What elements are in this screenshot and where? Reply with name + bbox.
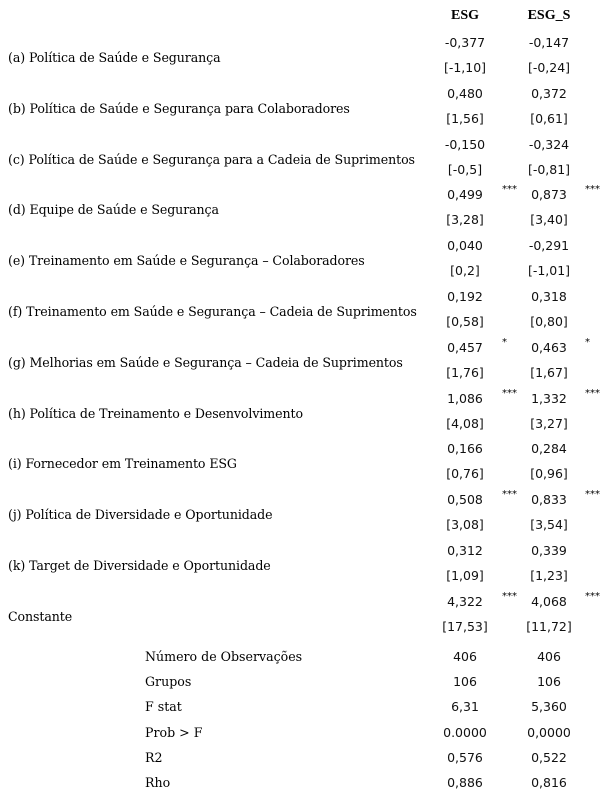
esg-s-coefficient: 0,284	[531, 441, 567, 457]
stat-label: Prob > F	[145, 724, 203, 740]
esg-coefficient: -0,377	[444, 35, 486, 50]
column-header-esg: ESG	[450, 8, 479, 23]
esg-s-coefficient: 0,833	[531, 492, 567, 508]
row-label: (j) Política de Diversidade e Oportunidade	[8, 507, 273, 523]
esg-t-stat: [3,08]	[446, 517, 484, 533]
esg-stat-value: 0,576	[447, 749, 483, 765]
stat-row	[0, 674, 611, 699]
row-label: (b) Política de Saúde e Segurança para Colaboradores	[8, 100, 350, 116]
esg-coefficient: -0,150	[444, 136, 486, 152]
row-label: (e) Treinamento em Saúde e Segurança – Colaboradores	[8, 253, 365, 269]
esg-t-stat: [-0,5]	[447, 161, 483, 177]
esg-stat-value: 406	[453, 649, 477, 664]
esg-s-coefficient: 0,318	[531, 289, 567, 304]
esg-coefficient: 0,166	[447, 441, 483, 457]
esg-t-stat: [0,58]	[446, 314, 484, 329]
esg-coefficient: 0,480	[447, 85, 483, 101]
esg-s-coefficient: 4,068	[531, 593, 567, 609]
esg-s-t-stat: [-0,81]	[527, 161, 571, 177]
row-label: (c) Política de Saúde e Segurança para a Cadeia de Suprimentos	[8, 151, 415, 167]
esg-t-stat: [17,53]	[442, 618, 488, 634]
esg-s-t-stat: [1,67]	[530, 364, 568, 380]
row-label: (h) Política de Treinamento e Desenvolvimento	[8, 405, 303, 421]
esg-t-stat: [4,08]	[446, 415, 484, 431]
table-row	[0, 238, 611, 288]
esg-s-t-stat: [3,54]	[530, 517, 568, 533]
esg-significance: ***	[502, 184, 517, 196]
esg-coefficient: 0,192	[447, 289, 483, 304]
esg-coefficient: 0,499	[447, 187, 483, 203]
table-row	[0, 35, 611, 85]
esg-s-significance: ***	[585, 184, 600, 196]
table-row	[0, 590, 611, 644]
stat-row	[0, 725, 611, 750]
table-row	[0, 336, 611, 390]
stat-label: F stat	[145, 699, 182, 715]
esg-s-coefficient: 0,463	[531, 339, 567, 355]
table-row	[0, 489, 611, 542]
esg-s-coefficient: 0,339	[531, 543, 567, 558]
esg-s-significance: ***	[585, 387, 600, 399]
stat-row	[0, 649, 611, 674]
esg-significance: ***	[502, 489, 517, 501]
table-row	[0, 137, 611, 187]
esg-s-stat-value: 0,816	[531, 775, 567, 790]
esg-s-significance: ***	[585, 590, 600, 602]
esg-s-significance: ***	[585, 489, 600, 501]
esg-coefficient: 0,457	[447, 339, 483, 355]
esg-significance: ***	[502, 387, 517, 399]
table-row	[0, 184, 611, 237]
esg-coefficient: 4,322	[447, 593, 483, 609]
column-header-esg-s: ESG_S	[527, 8, 571, 23]
row-label: (a) Política de Saúde e Segurança	[8, 50, 221, 65]
esg-coefficient: 0,508	[447, 492, 483, 508]
esg-stat-value: 106	[453, 674, 477, 690]
esg-s-coefficient: 0,372	[531, 85, 567, 101]
esg-s-stat-value: 0,0000	[527, 724, 571, 740]
row-label: (k) Target de Diversidade e Oportunidade	[8, 558, 271, 573]
row-label: Constante	[8, 608, 73, 624]
esg-s-significance: *	[585, 336, 590, 348]
table-row	[0, 543, 611, 593]
table-row	[0, 86, 611, 136]
esg-s-t-stat: [0,96]	[530, 466, 568, 482]
esg-s-stat-value: 0,522	[531, 749, 567, 765]
stat-row	[0, 775, 611, 800]
esg-stat-value: 0.0000	[443, 724, 487, 740]
table-row	[0, 441, 611, 491]
esg-s-t-stat: [-0,24]	[527, 60, 571, 75]
esg-t-stat: [1,56]	[446, 110, 484, 126]
esg-t-stat: [3,28]	[446, 212, 484, 228]
esg-coefficient: 0,040	[447, 238, 483, 254]
esg-s-stat-value: 406	[537, 649, 561, 664]
table-row	[0, 289, 611, 339]
row-label: (f) Treinamento em Saúde e Segurança – Cadeia de Suprimentos	[8, 304, 417, 319]
esg-s-t-stat: [0,61]	[530, 110, 568, 126]
esg-s-t-stat: [3,27]	[530, 415, 568, 431]
esg-s-t-stat: [0,80]	[530, 314, 568, 329]
stat-label: Número de Observações	[145, 649, 303, 664]
esg-s-coefficient: 1,332	[531, 390, 567, 406]
esg-coefficient: 1,086	[447, 390, 483, 406]
stat-row	[0, 699, 611, 724]
table-row	[0, 387, 611, 441]
stat-label: Rho	[145, 775, 171, 790]
esg-stat-value: 0,886	[447, 775, 483, 790]
esg-s-t-stat: [11,72]	[526, 618, 572, 634]
esg-s-t-stat: [-1,01]	[527, 263, 571, 279]
esg-s-coefficient: -0,324	[528, 136, 570, 152]
esg-t-stat: [1,09]	[446, 568, 484, 583]
stat-label: R2	[145, 749, 163, 765]
esg-t-stat: [0,76]	[446, 466, 484, 482]
esg-significance: *	[502, 336, 507, 348]
esg-s-stat-value: 5,360	[531, 699, 567, 715]
row-label: (g) Melhorias em Saúde e Segurança – Cadeia de Suprimentos	[8, 354, 403, 370]
esg-s-coefficient: 0,873	[531, 187, 567, 203]
esg-s-t-stat: [1,23]	[530, 568, 568, 583]
esg-coefficient: 0,312	[447, 543, 483, 558]
esg-t-stat: [-1,10]	[443, 60, 487, 75]
row-label: (i) Fornecedor em Treinamento ESG	[8, 456, 237, 472]
esg-s-coefficient: -0,291	[528, 238, 570, 254]
esg-significance: ***	[502, 590, 517, 602]
esg-s-stat-value: 106	[537, 674, 561, 690]
row-label: (d) Equipe de Saúde e Segurança	[8, 202, 219, 218]
esg-t-stat: [0,2]	[450, 263, 480, 279]
esg-s-coefficient: -0,147	[528, 35, 570, 50]
stat-row	[0, 750, 611, 775]
esg-t-stat: [1,76]	[446, 364, 484, 380]
esg-s-t-stat: [3,40]	[530, 212, 568, 228]
stat-label: Grupos	[145, 674, 192, 690]
esg-stat-value: 6,31	[451, 699, 479, 715]
